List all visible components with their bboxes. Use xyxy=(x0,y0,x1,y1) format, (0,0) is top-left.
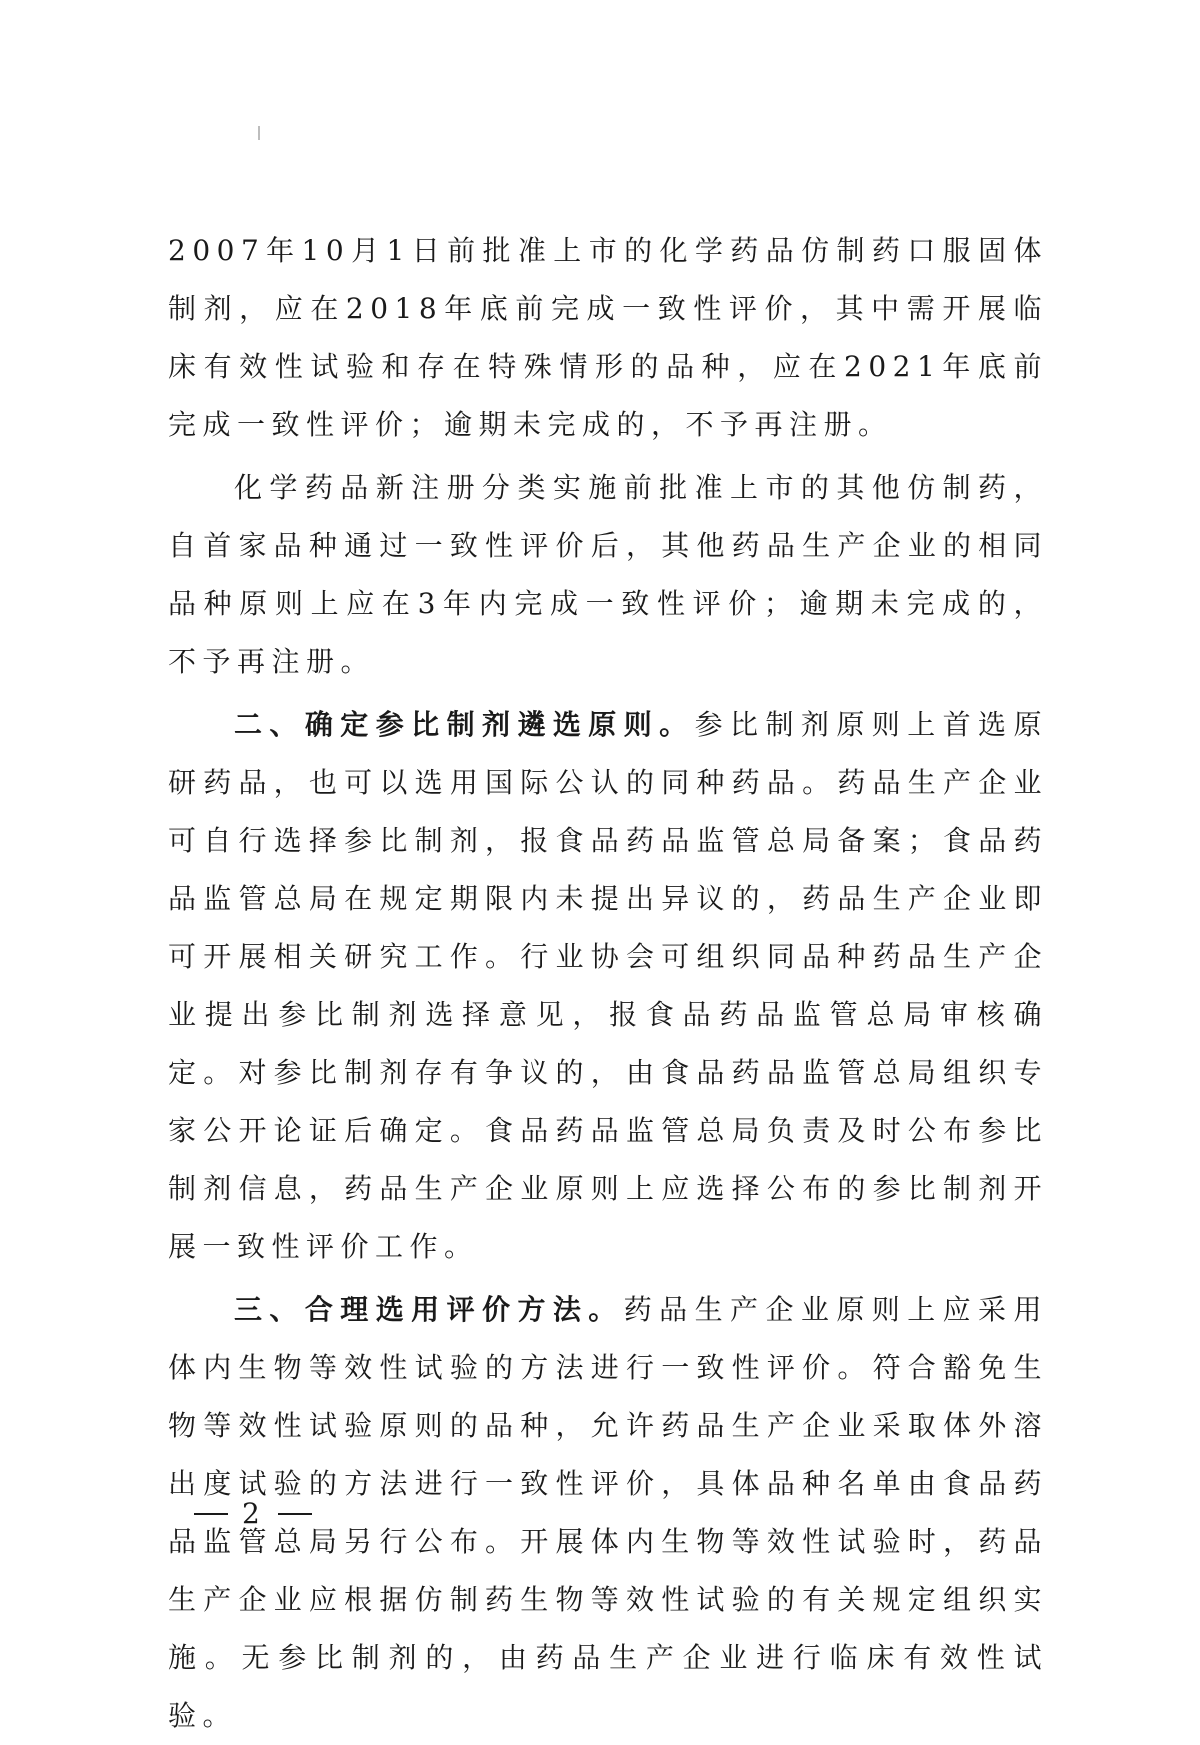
paragraph-deadline-oral-solid xyxy=(168,222,1048,454)
paragraph-other-generics xyxy=(168,459,1048,691)
page-number-left-dash xyxy=(194,1513,228,1515)
page-number xyxy=(194,1497,312,1530)
page-number-right-dash xyxy=(278,1513,312,1515)
paragraph-text: 参比制剂原则上首选原研药品，也可以选用国际公认的同种药品。药品生产企业可自行选择参比制剂，报食品药品监管总局备案；食品药品监管总局在规定期限内未提出异议的，药品生产企业即可开展相关研究工作。行业协会可组织同品种药品生产企业提出参比制剂选择意见，报食品药品监管总局审核确定。对参比制剂存有争议的，由食品药品监管总局组织专家公开论证后确定。食品药品监管总局负责及时公布参比制剂信息，药品生产企业原则上应选择公布的参比制剂开展一致性评价工作。 xyxy=(168,708,1048,1263)
paragraph-text: 化学药品新注册分类实施前批准上市的其他仿制药，自首家品种通过一致性评价后，其他药品生产企业的相同品种原则上应在3年内完成一致性评价；逾期未完成的，不予再注册。 xyxy=(168,471,1048,678)
scan-artifact-mark xyxy=(258,126,260,140)
paragraph-text: 药品生产企业原则上应采用体内生物等效性试验的方法进行一致性评价。符合豁免生物等效性试验原则的品种，允许药品生产企业采取体外溶出度试验的方法进行一致性评价，具体品种名单由食品药品监管总局另行公布。开展体内生物等效性试验时，药品生产企业应根据仿制药生物等效性试验的有关规定组织实施。无参比制剂的，由药品生产企业进行临床有效性试验。 xyxy=(168,1293,1048,1732)
paragraph-heading-evaluation-methods: 三、合理选用评价方法。 xyxy=(234,1293,624,1326)
page-number-value: 2 xyxy=(242,1497,264,1530)
paragraph-text: 2007年10月1日前批准上市的化学药品仿制药口服固体制剂，应在2018年底前完成一致性评价，其中需开展临床有效性试验和存在特殊情形的品种，应在2021年底前完成一致性评价；逾期未完成的，不予再注册。 xyxy=(168,234,1048,441)
paragraph-heading-reference-selection: 二、确定参比制剂遴选原则。 xyxy=(234,708,695,741)
paragraph-reference-selection xyxy=(168,696,1048,1276)
